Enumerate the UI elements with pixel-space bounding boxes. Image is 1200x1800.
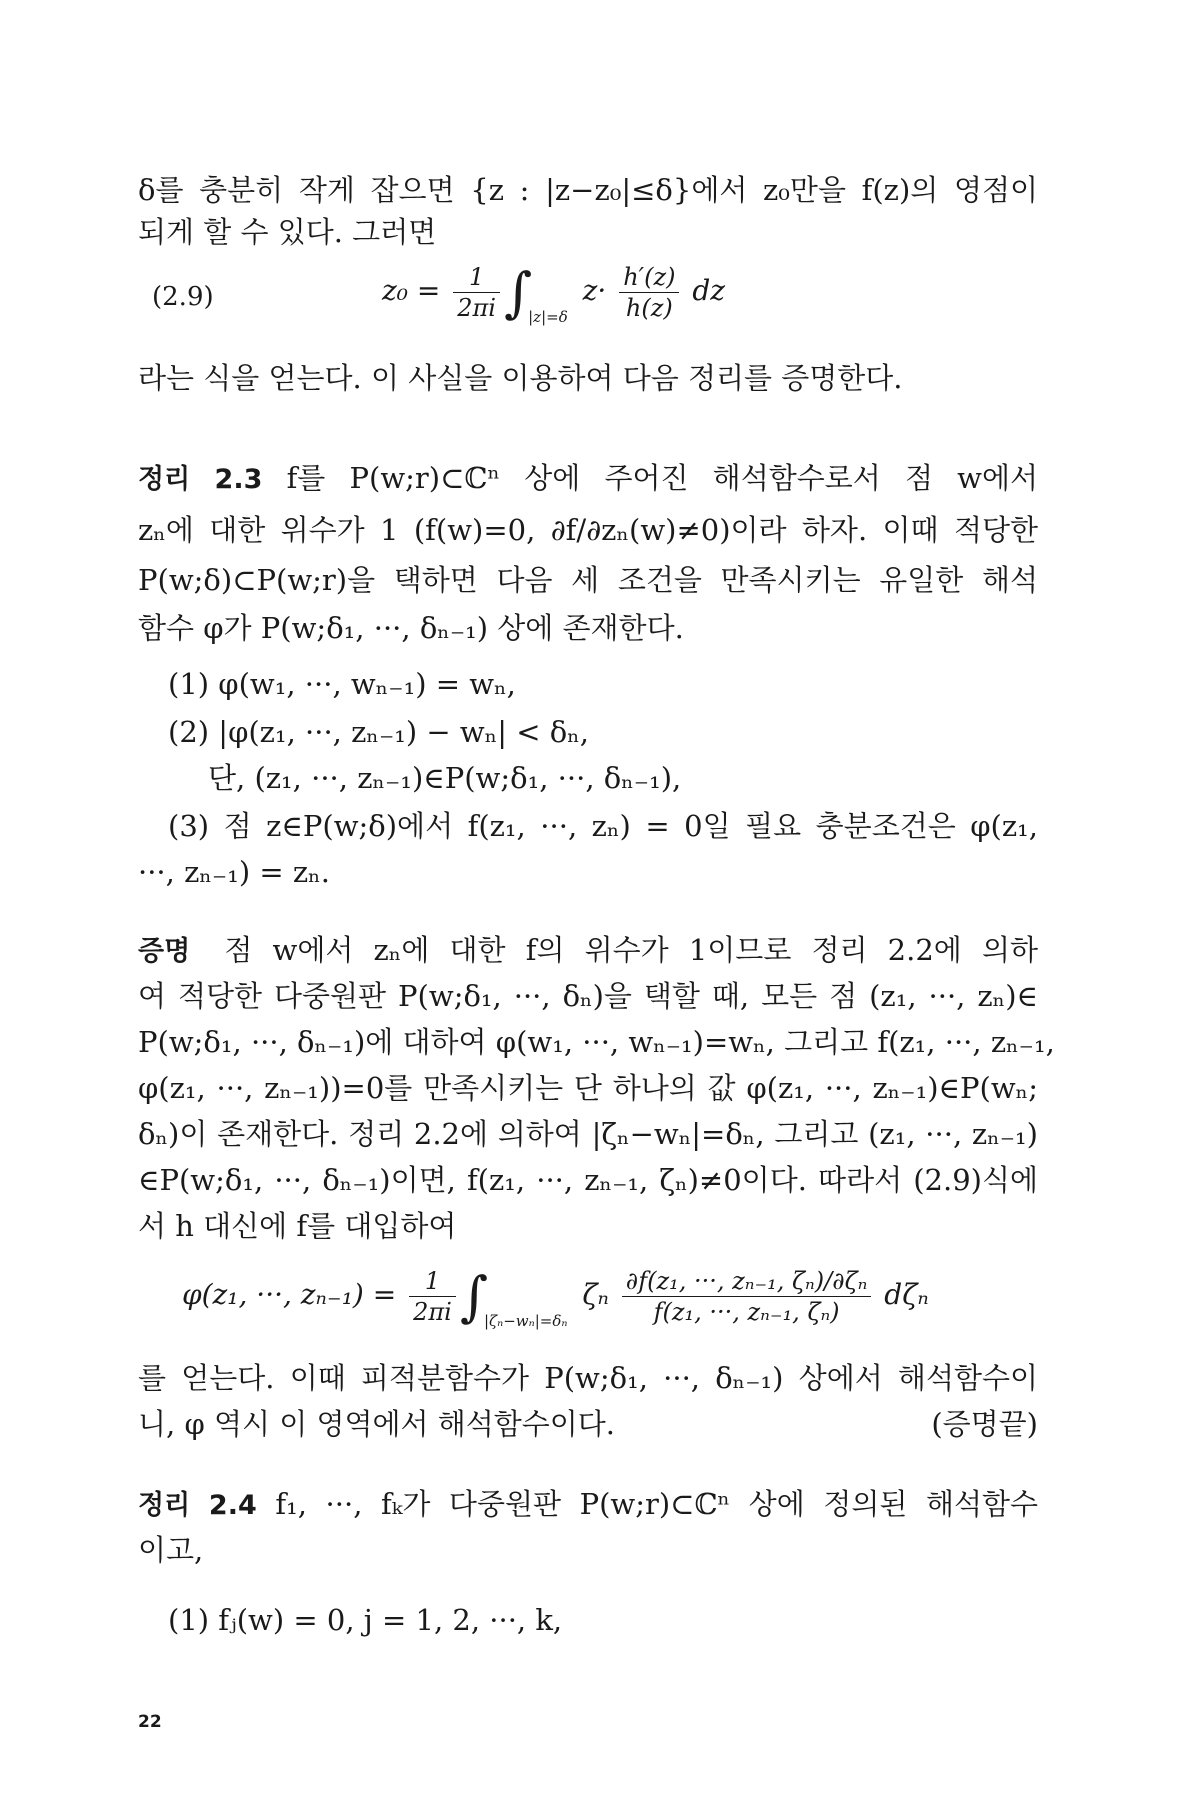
condition-3-cont: ···, zₙ₋₁) = zₙ. [138, 855, 330, 889]
text-line: ∈P(w;δ₁, ···, δₙ₋₁)이면, f(z₁, ···, zₙ₋₁, ζₙ)≠0이다. 따라서 (2.9)식에 [138, 1163, 1038, 1197]
text-line: 이고, [138, 1533, 204, 1567]
eq-frac-den: 2πi [413, 1298, 452, 1326]
qed-mark: (증명끝) [931, 1407, 1038, 1441]
eq-lhs: z₀ = [382, 274, 441, 307]
eq-frac-num: 1 [409, 1266, 456, 1297]
eq-frac-num: 1 [453, 262, 500, 293]
eq-main-fraction [622, 1266, 872, 1327]
eq-main-den: f(z₁, ···, zₙ₋₁, ζₙ) [653, 1298, 840, 1326]
eq-h-num: h′(z) [619, 262, 679, 293]
eq-lhs: φ(z₁, ···, zₙ₋₁) = [182, 1278, 397, 1311]
eq-h-den: h(z) [625, 294, 673, 322]
integral-limit: |ζₙ−wₙ|=δₙ [483, 1312, 568, 1330]
text-line: 를 얻는다. 이때 피적분함수가 P(w;δ₁, ···, δₙ₋₁) 상에서 해석함수이 [138, 1361, 1038, 1395]
eq-main-num: ∂f(z₁, ···, zₙ₋₁, ζₙ)/∂ζₙ [622, 1266, 872, 1297]
equation-phi [182, 1266, 929, 1330]
text-line: 서 h 대신에 f를 대입하여 [138, 1209, 457, 1243]
condition-1: (1) φ(w₁, ···, wₙ₋₁) = wₙ, [168, 667, 516, 701]
text-line: zₙ에 대한 위수가 1 (f(w)=0, ∂f/∂zₙ(w)≠0)이라 하자. 이때 적당한 [138, 513, 1038, 547]
theorem-text: f를 P(w;r)⊂ℂⁿ 상에 주어진 해석함수로서 점 w에서 [286, 461, 1039, 495]
text-line: 함수 φ가 P(w;δ₁, ···, δₙ₋₁) 상에 존재한다. [138, 611, 684, 645]
theorem-label: 정리 2.3 [138, 464, 263, 495]
text-line: δₙ)이 존재한다. 정리 2.2에 의하여 |ζₙ−wₙ|=δₙ, 그리고 (z₁, ···, zₙ₋₁) [138, 1117, 1038, 1151]
eq-frac-den: 2πi [457, 294, 496, 322]
integral-sign: ∫ [459, 1264, 488, 1328]
proof-text: 점 w에서 zₙ에 대한 f의 위수가 1이므로 정리 2.2에 의하 [224, 933, 1039, 967]
integral-limit: |z|=δ [528, 308, 568, 326]
text-line: 여 적당한 다중원판 P(w;δ₁, ···, δₙ)을 택할 때, 모든 점 (z₁, ···, zₙ)∈ [138, 979, 1038, 1013]
condition-1: (1) fⱼ(w) = 0, j = 1, 2, ···, k, [168, 1603, 563, 1637]
text-line [138, 1404, 1038, 1444]
theorem-text: f₁, ···, fₖ가 다중원판 P(w;r)⊂ℂⁿ 상에 정의된 해석함수 [275, 1487, 1038, 1521]
eq-fraction [409, 1266, 456, 1327]
text-line: φ(z₁, ···, zₙ₋₁))=0를 만족시키는 단 하나의 값 φ(z₁, ···, zₙ₋₁)∈P(wₙ; [138, 1071, 1038, 1105]
proof-line [138, 930, 1038, 972]
eq-differential: dζₙ [884, 1278, 929, 1311]
proof-label: 증명 [138, 936, 191, 967]
theorem-2-3-line [138, 458, 1038, 500]
eq-integrand: z· [582, 274, 607, 307]
condition-3: (3) 점 z∈P(w;δ)에서 f(z₁, ···, zₙ) = 0일 필요 충분조건은 φ(z₁, [168, 809, 1038, 843]
eq-dz: dz [692, 274, 726, 307]
eq-h-fraction [619, 262, 679, 323]
equation-number: (2.9) [152, 282, 214, 312]
eq-fraction [453, 262, 500, 323]
text-line: P(w;δ₁, ···, δₙ₋₁)에 대하여 φ(w₁, ···, wₙ₋₁)=wₙ, 그리고 f(z₁, ···, zₙ₋₁, [138, 1025, 1055, 1059]
text-line: 라는 식을 얻는다. 이 사실을 이용하여 다음 정리를 증명한다. [138, 361, 903, 395]
theorem-label: 정리 2.4 [138, 1490, 257, 1521]
page-number: 22 [138, 1712, 162, 1732]
eq-integrand-pre: ζₙ [582, 1278, 609, 1311]
condition-2-note: 단, (z₁, ···, zₙ₋₁)∈P(w;δ₁, ···, δₙ₋₁), [208, 761, 682, 795]
text-line: 되게 할 수 있다. 그러면 [138, 215, 437, 249]
theorem-2-4-line [138, 1484, 1038, 1526]
text-span: 니, φ 역시 이 영역에서 해석함수이다. [138, 1407, 616, 1441]
equation-2-9 [382, 262, 725, 326]
condition-2: (2) |φ(z₁, ···, zₙ₋₁) − wₙ| < δₙ, [168, 715, 590, 749]
text-line: P(w;δ)⊂P(w;r)을 택하면 다음 세 조건을 만족시키는 유일한 해석 [138, 563, 1038, 597]
integral-sign: ∫ [503, 260, 533, 324]
text-line: δ를 충분히 작게 잡으면 {z : |z−z₀|≤δ}에서 z₀만을 f(z)의 영점이 [138, 173, 1038, 207]
